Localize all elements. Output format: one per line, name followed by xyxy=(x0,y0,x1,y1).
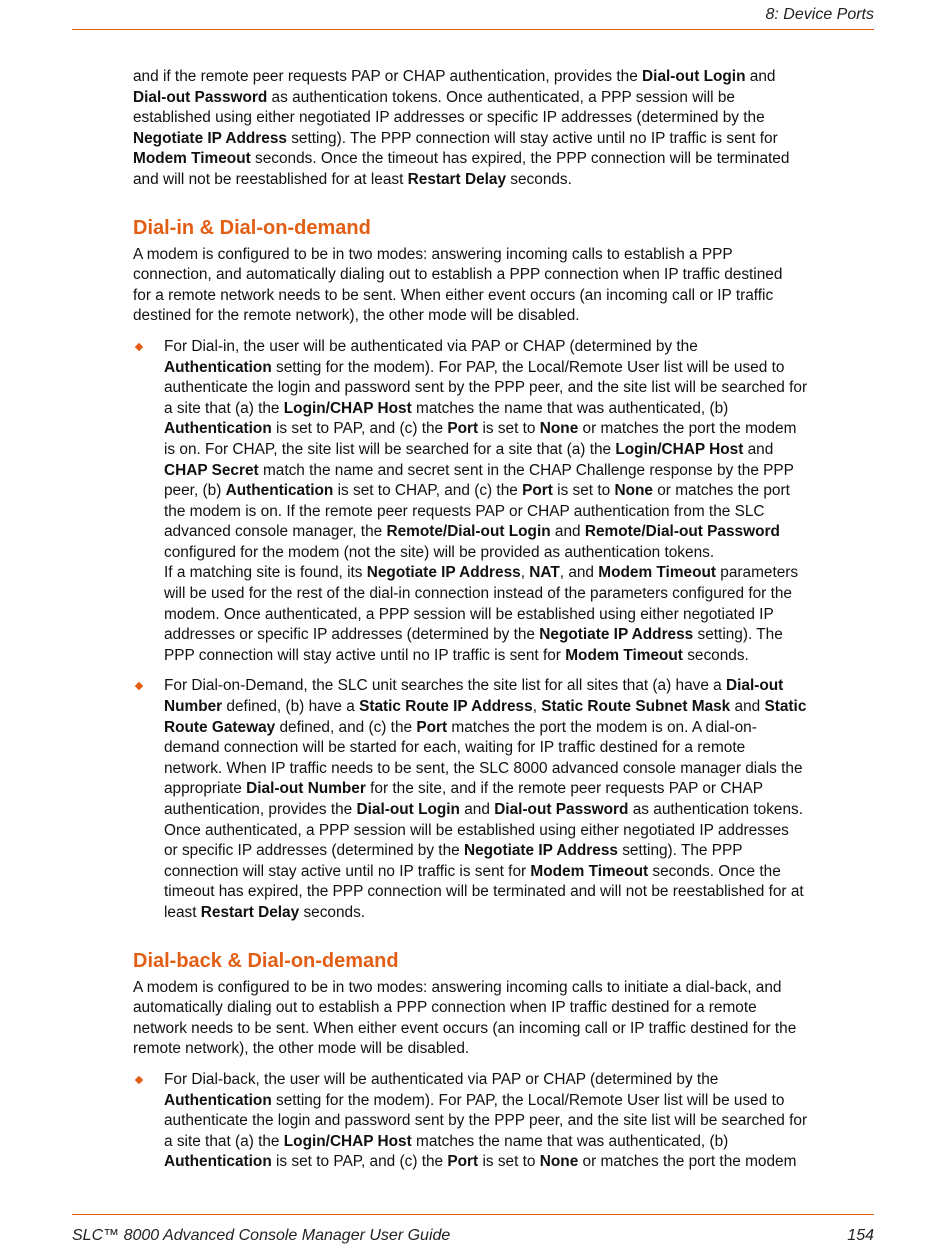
bold-term: Login/CHAP Host xyxy=(615,440,744,458)
section-heading: Dial-in & Dial-on-demand xyxy=(133,216,371,239)
text-fragment: seconds. xyxy=(299,903,366,921)
paragraph xyxy=(133,978,873,1060)
text-fragment: will be used for the rest of the dial-in connection instead of the parameters configured for the xyxy=(164,585,792,603)
text-line xyxy=(164,337,873,358)
text-line xyxy=(164,759,873,780)
text-fragment: setting for the modem). For PAP, the Local/Remote User list will be used to xyxy=(271,358,785,376)
text-line xyxy=(164,1152,873,1173)
text-fragment: network needs to be sent. When either event occurs (an incoming call or IP traffic destined for the xyxy=(133,1019,797,1037)
diamond-bullet-icon xyxy=(135,682,143,690)
bold-term: Authentication xyxy=(164,1091,272,1109)
text-line xyxy=(164,481,873,502)
text-line xyxy=(164,378,873,399)
diamond-bullet-icon xyxy=(135,343,143,351)
bold-term: Port xyxy=(522,482,553,500)
text-fragment: is on. For CHAP, the site list will be searched for a site that (a) the xyxy=(164,440,616,458)
text-line xyxy=(164,461,873,482)
text-line xyxy=(164,1111,873,1132)
text-fragment: match the name and secret sent in the CHAP Challenge response by the PPP xyxy=(258,461,794,479)
text-fragment: or matches the port xyxy=(652,482,790,500)
bold-term: Number xyxy=(164,698,223,716)
text-fragment: setting). The PPP xyxy=(617,842,743,860)
text-fragment: PPP connection will stay active until no IP traffic is sent for xyxy=(164,646,566,664)
bullet-item xyxy=(133,1070,873,1173)
chapter-header: 8: Device Ports xyxy=(765,6,874,23)
text-fragment: seconds. Once the xyxy=(648,862,781,880)
text-fragment: for a remote network needs to be sent. When either event occurs (an incoming call or IP traffic xyxy=(133,286,774,304)
text-fragment: defined, and (c) the xyxy=(275,718,417,736)
text-line xyxy=(164,800,873,821)
bold-term: Port xyxy=(447,420,479,438)
text-fragment: A modem is configured to be in two modes: answering incoming calls to establish a PPP xyxy=(133,245,733,263)
bold-term: Dial-out Number xyxy=(246,780,366,798)
text-line xyxy=(164,605,873,626)
text-line xyxy=(164,358,873,379)
bold-term: Restart Delay xyxy=(407,170,507,188)
text-fragment: connection, and automatically dialing out to establish a PPP connection when IP traffic destined xyxy=(133,266,783,284)
bold-term: Authentication xyxy=(164,1153,272,1171)
text-line xyxy=(133,88,873,109)
text-fragment: a site that (a) the xyxy=(164,399,284,417)
bold-term: Remote/Dial-out Login xyxy=(386,523,551,541)
diamond-bullet-icon xyxy=(135,1076,143,1084)
text-fragment: configured for the modem (not the site) will be provided as authentication tokens. xyxy=(164,543,715,561)
document-body xyxy=(133,67,873,1183)
text-fragment: authenticate the login and password sent by the PPP peer, and the site list will be searched for xyxy=(164,1112,808,1130)
text-fragment: the modem is on. If the remote peer requests PAP or CHAP authentication from the SLC xyxy=(164,502,765,520)
text-line xyxy=(164,625,873,646)
text-line xyxy=(133,129,873,150)
text-fragment: setting). The xyxy=(693,626,783,644)
bold-term: Login/CHAP Host xyxy=(283,1132,412,1150)
text-line xyxy=(164,779,873,800)
text-fragment: timeout has expired, the PPP connection will be terminated and will not be reestablished for at xyxy=(164,883,804,901)
text-line xyxy=(164,882,873,903)
bold-term: Port xyxy=(447,1153,479,1171)
text-line xyxy=(164,646,873,667)
text-fragment: is set to PAP, and (c) the xyxy=(271,1153,448,1171)
text-line xyxy=(164,718,873,739)
bullet-list xyxy=(133,1070,873,1173)
footer-title: SLC™ 8000 Advanced Console Manager User Guide xyxy=(72,1227,451,1244)
text-fragment: as authentication tokens. Once authenticated, a PPP session will be xyxy=(267,88,735,106)
text-line xyxy=(164,862,873,883)
text-fragment: setting for the modem). For PAP, the Local/Remote User list will be used to xyxy=(271,1091,785,1109)
bold-term: Negotiate IP Address xyxy=(366,564,521,582)
text-fragment: established using either negotiated IP addresses or specific IP addresses (determined by the xyxy=(133,109,765,127)
text-line xyxy=(164,563,873,584)
text-fragment: appropriate xyxy=(164,780,247,798)
text-line xyxy=(133,1019,873,1040)
text-fragment: and xyxy=(550,523,585,541)
text-line xyxy=(164,584,873,605)
bold-term: None xyxy=(539,420,579,438)
text-fragment: defined, (b) have a xyxy=(222,698,360,716)
text-line xyxy=(164,676,873,697)
text-line xyxy=(133,245,873,266)
text-line xyxy=(133,1039,873,1060)
text-line xyxy=(164,738,873,759)
text-fragment: authenticate the login and password sent by the PPP peer, and the site list will be searched for xyxy=(164,379,808,397)
text-line xyxy=(133,67,873,88)
text-fragment: a site that (a) the xyxy=(164,1132,284,1150)
text-fragment: network. When IP traffic needs to be sent, the SLC 8000 advanced console manager dials the xyxy=(164,759,803,777)
bold-term: Modem Timeout xyxy=(133,150,251,168)
text-line xyxy=(133,265,873,286)
text-line xyxy=(133,978,873,999)
text-fragment: seconds. Once the timeout has expired, the PPP connection will be terminated xyxy=(250,150,790,168)
bold-term: Modem Timeout xyxy=(530,862,649,880)
text-fragment: advanced console manager, the xyxy=(164,523,387,541)
page-number: 154 xyxy=(847,1227,874,1244)
bold-term: Dial-out xyxy=(726,677,784,695)
text-line xyxy=(164,502,873,523)
text-line xyxy=(133,286,873,307)
text-line xyxy=(133,306,873,327)
bold-term: Authentication xyxy=(164,420,272,438)
text-line xyxy=(164,1070,873,1091)
text-line xyxy=(133,170,873,191)
bold-term: None xyxy=(539,1153,579,1171)
text-fragment: least xyxy=(164,903,201,921)
text-fragment: demand connection will be started for each, waiting for IP traffic destined for a remote xyxy=(164,739,746,757)
bold-term: Modem Timeout xyxy=(598,564,716,582)
text-line xyxy=(164,1091,873,1112)
bold-term: Static Route IP Address xyxy=(359,698,533,716)
bullet-item xyxy=(133,337,873,667)
bold-term: Route Gateway xyxy=(164,718,276,736)
text-fragment: setting). The PPP connection will stay active until no IP traffic is sent for xyxy=(286,129,778,147)
text-fragment: remote network), the other mode will be disabled. xyxy=(133,1040,470,1058)
text-fragment: Once authenticated, a PPP session will be established using either negotiated IP addresses xyxy=(164,821,789,839)
text-fragment: and will not be reestablished for at least xyxy=(133,170,408,188)
text-fragment: is set to xyxy=(478,420,540,438)
text-fragment: For Dial-in, the user will be authenticated via PAP or CHAP (determined by the xyxy=(164,337,698,355)
text-fragment: matches the port the modem is on. A dial-on- xyxy=(447,718,757,736)
text-line xyxy=(164,399,873,420)
bold-term: Dial-out Password xyxy=(494,801,629,818)
text-fragment: authentication, provides the xyxy=(164,801,357,818)
text-fragment: A modem is configured to be in two modes: answering incoming calls to initiate a dial-back, and xyxy=(133,978,782,996)
bold-term: Negotiate IP Address xyxy=(133,129,287,147)
bold-term: NAT xyxy=(529,564,560,582)
bold-term: Login/CHAP Host xyxy=(283,399,412,417)
text-fragment: , xyxy=(520,564,530,582)
text-fragment: modem. Once authenticated, a PPP session will be established using either negotiated IP xyxy=(164,605,774,623)
text-fragment: , and xyxy=(559,564,599,582)
bold-term: Modem Timeout xyxy=(565,646,683,664)
text-fragment: and xyxy=(745,68,776,85)
text-line xyxy=(164,697,873,718)
text-fragment: and if the remote peer requests PAP or CHAP authentication, provides the xyxy=(133,68,643,85)
text-line xyxy=(164,903,873,924)
text-line xyxy=(164,1132,873,1153)
bold-term: Authentication xyxy=(225,482,334,500)
text-line xyxy=(133,108,873,129)
text-line xyxy=(133,149,873,170)
text-fragment: and xyxy=(459,801,495,818)
text-fragment: or matches the port the modem xyxy=(578,420,797,438)
paragraph xyxy=(133,245,873,327)
bold-term: Remote/Dial-out Password xyxy=(584,523,780,541)
text-fragment: peer, (b) xyxy=(164,482,226,500)
text-line xyxy=(164,419,873,440)
text-fragment: parameters xyxy=(716,564,799,582)
bold-term: Static xyxy=(764,698,807,716)
bullet-item xyxy=(133,676,873,923)
text-fragment: seconds. xyxy=(682,646,749,664)
text-fragment: automatically dialing out to establish a PPP connection when IP traffic destined for a remote xyxy=(133,999,757,1017)
text-fragment: For Dial-back, the user will be authenticated via PAP or CHAP (determined by the xyxy=(164,1070,719,1088)
text-fragment: addresses or specific IP addresses (determined by the xyxy=(164,626,540,644)
text-fragment: destined for the remote network), the other mode will be disabled. xyxy=(133,307,580,325)
text-fragment: connection will stay active until no IP traffic is sent for xyxy=(164,862,531,880)
text-line xyxy=(164,821,873,842)
bold-term: Negotiate IP Address xyxy=(463,842,618,860)
bold-term: Dial-out Password xyxy=(133,88,268,106)
bold-term: Restart Delay xyxy=(200,903,300,921)
bold-term: None xyxy=(614,482,653,500)
text-fragment: or matches the port the modem xyxy=(578,1153,797,1171)
text-fragment: and xyxy=(730,698,765,716)
text-line xyxy=(164,440,873,461)
bold-term: Port xyxy=(416,718,448,736)
header-divider xyxy=(72,29,874,30)
text-fragment: is set to xyxy=(478,1153,540,1171)
text-line xyxy=(164,522,873,543)
bold-term: CHAP Secret xyxy=(164,461,259,479)
text-fragment: matches the name that was authenticated, (b) xyxy=(411,399,729,417)
footer-divider xyxy=(72,1214,874,1215)
bold-term: Negotiate IP Address xyxy=(539,626,694,644)
text-fragment: for the site, and if the remote peer requests PAP or CHAP xyxy=(365,780,764,798)
text-fragment: or specific IP addresses (determined by the xyxy=(164,842,464,860)
text-fragment: and xyxy=(743,440,774,458)
text-fragment: is set to xyxy=(552,482,615,500)
paragraph xyxy=(133,67,873,191)
text-fragment: is set to PAP, and (c) the xyxy=(271,420,448,438)
bold-term: Dial-out Login xyxy=(356,801,460,818)
text-fragment: For Dial-on-Demand, the SLC unit searches the site list for all sites that (a) have a xyxy=(164,677,727,695)
text-fragment: is set to CHAP, and (c) the xyxy=(333,482,523,500)
text-line xyxy=(133,998,873,1019)
text-fragment: If a matching site is found, its xyxy=(164,564,367,582)
section-heading: Dial-back & Dial-on-demand xyxy=(133,949,399,972)
bullet-list xyxy=(133,337,873,924)
text-fragment: , xyxy=(532,698,542,716)
text-fragment: as authentication tokens. xyxy=(628,801,803,818)
text-fragment: matches the name that was authenticated, (b) xyxy=(411,1132,729,1150)
bold-term: Static Route Subnet Mask xyxy=(541,698,731,716)
bold-term: Dial-out Login xyxy=(642,68,746,85)
text-fragment: seconds. xyxy=(506,170,572,188)
bold-term: Authentication xyxy=(164,358,272,376)
text-line xyxy=(164,543,873,564)
text-line xyxy=(164,841,873,862)
